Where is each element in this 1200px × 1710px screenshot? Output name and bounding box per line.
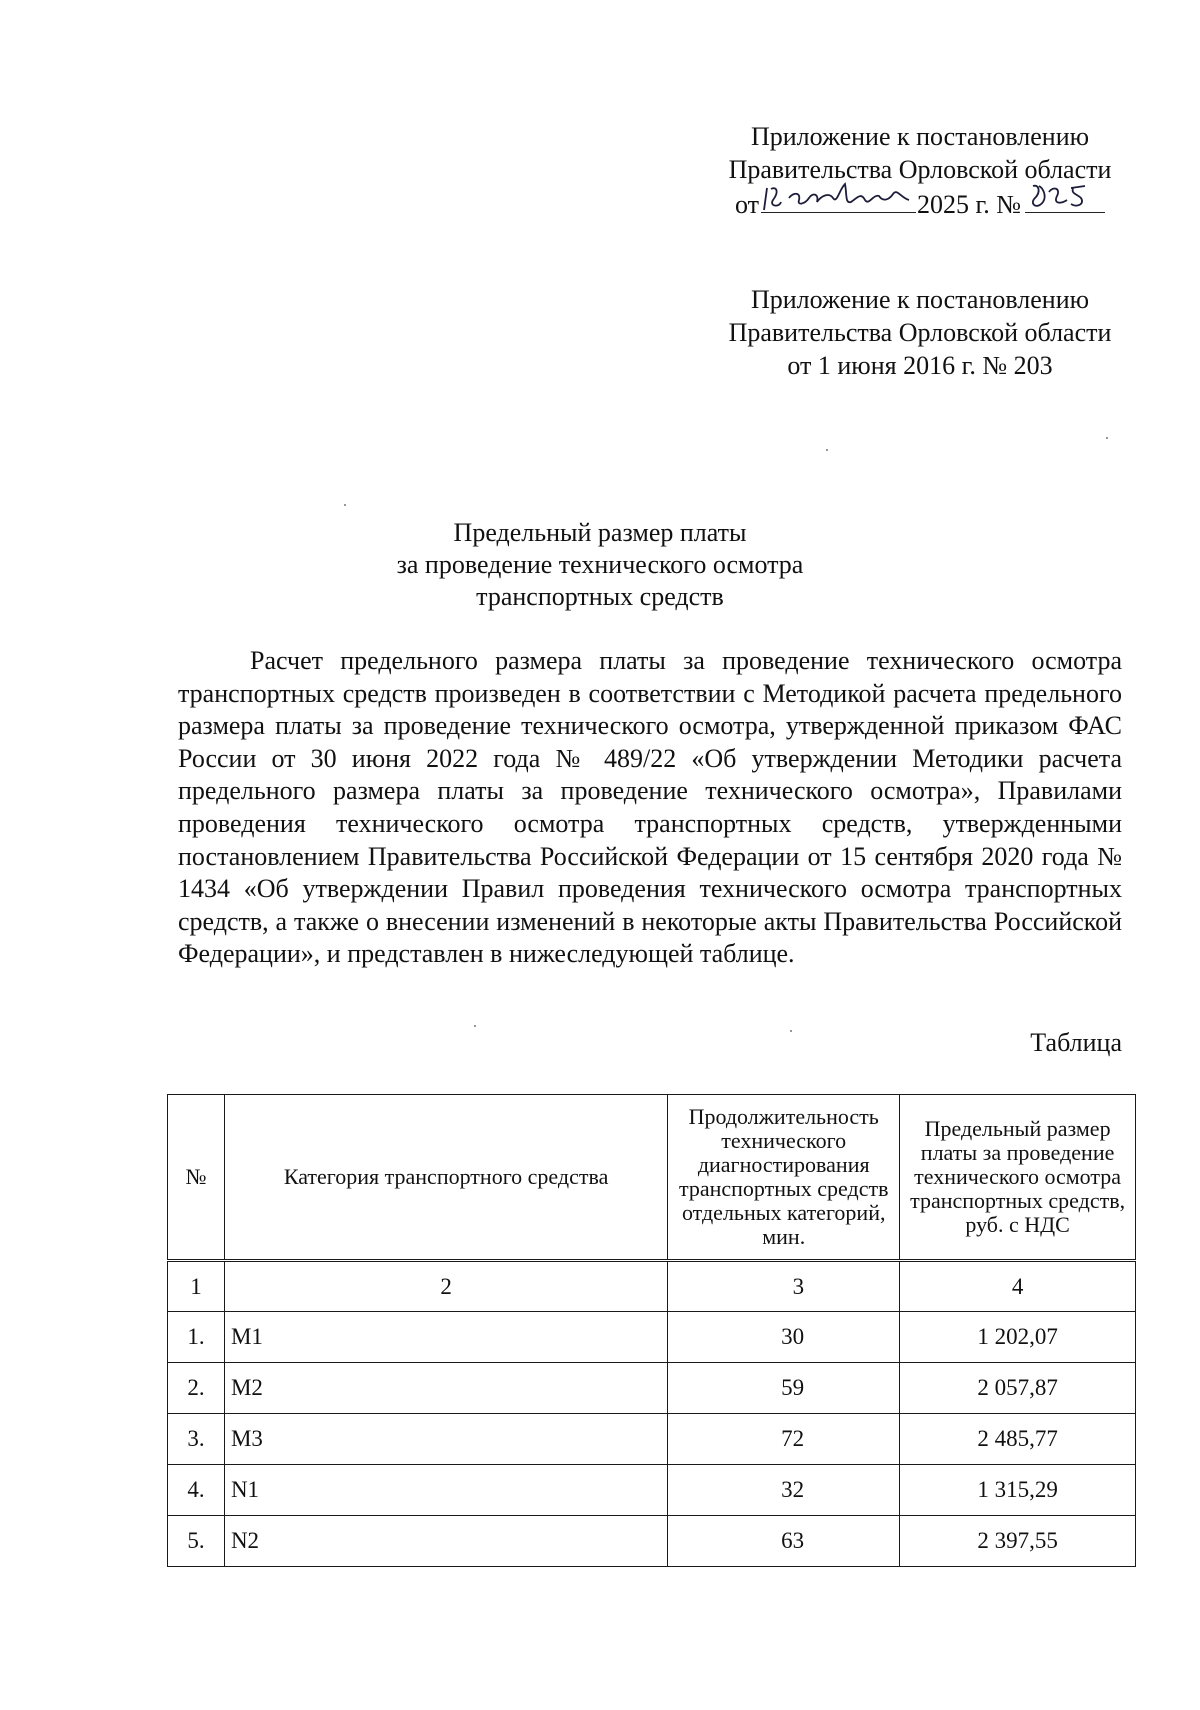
row-fee: 1 315,29 [900, 1465, 1136, 1516]
column-index-cell: 2 [224, 1261, 667, 1312]
column-index-cell: 1 [168, 1261, 225, 1312]
amendment-header-line1: Приложение к постановлению [750, 122, 1090, 151]
handwritten-date-scribble [761, 180, 916, 214]
table-row [168, 1312, 1136, 1363]
title-line2: за проведение технического осмотра [396, 550, 804, 579]
row-category: N1 [224, 1465, 667, 1516]
header-duration: Продолжительность технического диагностирования транспортных средств отдельных категорий, мин. [668, 1095, 900, 1261]
column-index-cell: 4 [900, 1261, 1136, 1312]
handwritten-number-scribble [1025, 180, 1105, 214]
original-header-line1: Приложение к постановлению [750, 285, 1090, 314]
title-line1: Предельный размер платы [453, 518, 747, 547]
body-paragraph: Расчет предельного размера платы за проведение технического осмотра транспортных средств произведен в соответствии с Методикой расчета предельного размера платы за проведение технического осмотра, утвержденной приказом ФАС России от 30 июня 2022 года № 489/22 «Об утверждении Методики расчета предельного размера платы за проведение технического осмотра», Правилами проведения технического осмотра транспортных средств, утвержденными постановлением Правительства Российской Федерации от 15 сентября 2020 года № 1434 «Об утверждении Правил проведения технического осмотра транспортных средств, а также о внесении изменений в некоторые акты Правительства Российской Федерации», и представлен в нижеследующей таблице. [178, 646, 1122, 969]
fee-table [167, 1094, 1136, 1567]
document-title [300, 517, 900, 613]
scan-speck [790, 1030, 792, 1032]
original-header [700, 283, 1140, 382]
table-row [168, 1414, 1136, 1465]
column-index-row [168, 1261, 1136, 1312]
row-duration: 63 [668, 1516, 900, 1567]
table-row [168, 1363, 1136, 1414]
row-category: M1 [224, 1312, 667, 1363]
row-fee: 2 397,55 [900, 1516, 1136, 1567]
scan-speck [1106, 437, 1108, 439]
amendment-header-line2: Правительства Орловской области [728, 155, 1112, 184]
date-prefix: от [734, 190, 759, 219]
row-fee: 2 057,87 [900, 1363, 1136, 1414]
row-num: 5. [168, 1516, 225, 1567]
amendment-header [700, 120, 1140, 221]
row-num: 3. [168, 1414, 225, 1465]
column-index-cell: 3 [668, 1261, 900, 1312]
original-header-line2: Правительства Орловской области [728, 318, 1112, 347]
scan-speck [474, 1025, 476, 1027]
table-header-row [168, 1095, 1136, 1261]
table-row [168, 1465, 1136, 1516]
row-num: 2. [168, 1363, 225, 1414]
title-line3: транспортных средств [476, 582, 724, 611]
header-num: № [168, 1095, 225, 1261]
scan-speck [344, 504, 346, 506]
row-duration: 30 [668, 1312, 900, 1363]
amendment-header-date-line [700, 186, 1140, 221]
row-num: 1. [168, 1312, 225, 1363]
original-header-line3: от 1 июня 2016 г. № 203 [787, 351, 1053, 380]
table-caption: Таблица [1030, 1028, 1122, 1057]
header-fee: Предельный размер платы за проведение технического осмотра транспортных средств, руб. с НДС [900, 1095, 1136, 1261]
table-row [168, 1516, 1136, 1567]
scan-speck [826, 449, 828, 451]
row-duration: 32 [668, 1465, 900, 1516]
row-fee: 1 202,07 [900, 1312, 1136, 1363]
row-duration: 59 [668, 1363, 900, 1414]
handwritten-date [761, 186, 916, 213]
row-num: 4. [168, 1465, 225, 1516]
row-fee: 2 485,77 [900, 1414, 1136, 1465]
row-category: N2 [224, 1516, 667, 1567]
row-category: M2 [224, 1363, 667, 1414]
header-category: Категория транспортного средства [224, 1095, 667, 1261]
row-category: M3 [224, 1414, 667, 1465]
row-duration: 72 [668, 1414, 900, 1465]
date-suffix: 2025 г. № [916, 190, 1022, 219]
handwritten-number [1025, 186, 1105, 213]
